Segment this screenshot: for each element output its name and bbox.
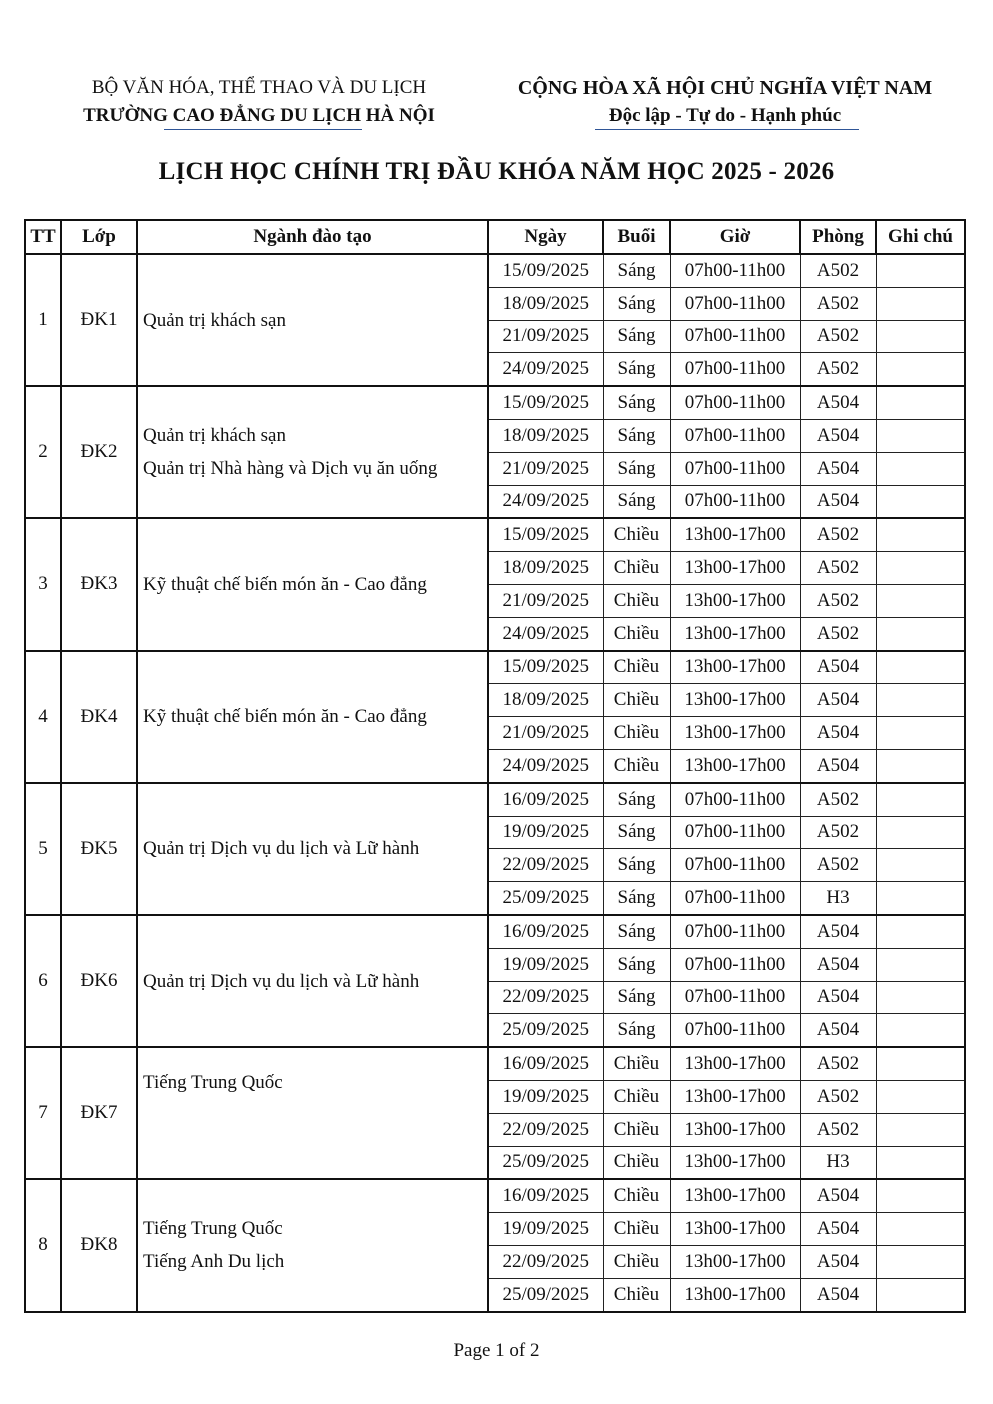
cell-buoi: Chiều: [603, 651, 670, 684]
cell-buoi: Sáng: [603, 353, 670, 386]
cell-ghi-chu: [876, 749, 965, 782]
cell-buoi: Sáng: [603, 882, 670, 915]
cell-ghi-chu: [876, 485, 965, 518]
cell-ghi-chu: [876, 1213, 965, 1246]
cell-phong: A504: [800, 1278, 876, 1311]
cell-buoi: Chiều: [603, 1213, 670, 1246]
cell-phong: A502: [800, 783, 876, 816]
cell-phong: A502: [800, 518, 876, 551]
page-title: LỊCH HỌC CHÍNH TRỊ ĐẦU KHÓA NĂM HỌC 2025 - 2026: [158, 158, 835, 185]
cell-nganh: [137, 254, 488, 386]
cell-lop: ĐK7: [61, 1047, 137, 1179]
cell-ngay: 22/09/2025: [488, 849, 603, 882]
cell-ngay: 15/09/2025: [488, 386, 603, 419]
cell-gio: 07h00-11h00: [670, 816, 800, 849]
cell-ngay: 18/09/2025: [488, 287, 603, 320]
cell-phong: A502: [800, 320, 876, 353]
nganh-line: Tiếng Anh Du lịch: [143, 1251, 285, 1273]
page-number: Page 1 of 2: [453, 1340, 540, 1361]
cell-buoi: Chiều: [603, 552, 670, 585]
cell-gio: 13h00-17h00: [670, 1080, 800, 1113]
cell-ghi-chu: [876, 717, 965, 750]
cell-gio: 13h00-17h00: [670, 1146, 800, 1179]
cell-ghi-chu: [876, 254, 965, 287]
cell-phong: A502: [800, 849, 876, 882]
cell-tt: 7: [25, 1047, 61, 1179]
cell-ghi-chu: [876, 816, 965, 849]
cell-phong: A504: [800, 485, 876, 518]
cell-gio: 07h00-11h00: [670, 287, 800, 320]
cell-ghi-chu: [876, 849, 965, 882]
cell-ghi-chu: [876, 419, 965, 452]
cell-ngay: 15/09/2025: [488, 518, 603, 551]
cell-ngay: 25/09/2025: [488, 1278, 603, 1311]
cell-gio: 07h00-11h00: [670, 783, 800, 816]
table-header-row: [25, 220, 965, 254]
cell-ngay: 18/09/2025: [488, 684, 603, 717]
cell-phong: A502: [800, 552, 876, 585]
cell-gio: 13h00-17h00: [670, 1113, 800, 1146]
cell-ngay: 24/09/2025: [488, 353, 603, 386]
cell-ghi-chu: [876, 1014, 965, 1047]
cell-ngay: 19/09/2025: [488, 816, 603, 849]
cell-phong: A504: [800, 1245, 876, 1278]
cell-phong: A502: [800, 1113, 876, 1146]
cell-ngay: 19/09/2025: [488, 1080, 603, 1113]
table-row: [25, 386, 965, 419]
cell-tt: 4: [25, 651, 61, 783]
cell-ngay: 22/09/2025: [488, 1113, 603, 1146]
cell-lop: ĐK3: [61, 518, 137, 650]
cell-ghi-chu: [876, 386, 965, 419]
cell-ghi-chu: [876, 915, 965, 948]
cell-gio: 07h00-11h00: [670, 849, 800, 882]
cell-ngay: 22/09/2025: [488, 1245, 603, 1278]
cell-tt: 2: [25, 386, 61, 518]
cell-ngay: 25/09/2025: [488, 1146, 603, 1179]
cell-tt: 6: [25, 915, 61, 1047]
cell-buoi: Sáng: [603, 948, 670, 981]
cell-lop: ĐK6: [61, 915, 137, 1047]
cell-ngay: 21/09/2025: [488, 452, 603, 485]
cell-tt: 5: [25, 783, 61, 915]
nganh-line: Quản trị khách sạn: [143, 425, 286, 447]
nganh-line: Tiếng Trung Quốc: [143, 1072, 283, 1094]
table-body: [25, 254, 965, 1312]
cell-ngay: 18/09/2025: [488, 419, 603, 452]
cell-ngay: 19/09/2025: [488, 1213, 603, 1246]
cell-buoi: Chiều: [603, 1278, 670, 1311]
cell-phong: A502: [800, 254, 876, 287]
cell-ghi-chu: [876, 518, 965, 551]
cell-buoi: Sáng: [603, 386, 670, 419]
cell-phong: A502: [800, 816, 876, 849]
cell-phong: A504: [800, 1213, 876, 1246]
cell-buoi: Chiều: [603, 1146, 670, 1179]
cell-ghi-chu: [876, 287, 965, 320]
cell-gio: 07h00-11h00: [670, 353, 800, 386]
col-header-ngay: Ngày: [488, 220, 603, 254]
cell-buoi: Sáng: [603, 320, 670, 353]
cell-ngay: 16/09/2025: [488, 1047, 603, 1080]
table-row: [25, 1047, 965, 1080]
cell-buoi: Chiều: [603, 1179, 670, 1212]
cell-ghi-chu: [876, 783, 965, 816]
cell-ghi-chu: [876, 1080, 965, 1113]
cell-phong: A504: [800, 981, 876, 1014]
national-motto-underline: [595, 129, 859, 130]
cell-gio: 07h00-11h00: [670, 320, 800, 353]
cell-nganh: [137, 518, 488, 650]
cell-ngay: 16/09/2025: [488, 915, 603, 948]
ministry-name: BỘ VĂN HÓA, THỂ THAO VÀ DU LỊCH: [91, 77, 427, 98]
cell-buoi: Sáng: [603, 816, 670, 849]
cell-phong: A502: [800, 1047, 876, 1080]
cell-buoi: Chiều: [603, 518, 670, 551]
cell-buoi: Sáng: [603, 981, 670, 1014]
cell-nganh: [137, 386, 488, 518]
cell-buoi: Chiều: [603, 1047, 670, 1080]
col-header-nganh: Ngành đào tạo: [137, 220, 488, 254]
cell-ngay: 25/09/2025: [488, 1014, 603, 1047]
cell-gio: 13h00-17h00: [670, 749, 800, 782]
cell-buoi: Sáng: [603, 485, 670, 518]
col-header-gio: Giờ: [670, 220, 800, 254]
cell-buoi: Sáng: [603, 915, 670, 948]
cell-ghi-chu: [876, 651, 965, 684]
nganh-line: Kỹ thuật chế biến món ăn - Cao đẳng: [143, 573, 427, 595]
cell-phong: A504: [800, 452, 876, 485]
cell-phong: A504: [800, 1179, 876, 1212]
cell-ngay: 21/09/2025: [488, 717, 603, 750]
col-header-buoi: Buổi: [603, 220, 670, 254]
cell-gio: 07h00-11h00: [670, 419, 800, 452]
cell-buoi: Chiều: [603, 749, 670, 782]
schedule-table: [24, 219, 966, 1313]
cell-gio: 07h00-11h00: [670, 485, 800, 518]
cell-phong: A502: [800, 287, 876, 320]
cell-ngay: 22/09/2025: [488, 981, 603, 1014]
cell-buoi: Sáng: [603, 419, 670, 452]
col-header-phong: Phòng: [800, 220, 876, 254]
cell-ghi-chu: [876, 1245, 965, 1278]
cell-buoi: Sáng: [603, 1014, 670, 1047]
cell-phong: A502: [800, 353, 876, 386]
cell-buoi: Sáng: [603, 254, 670, 287]
cell-gio: 07h00-11h00: [670, 882, 800, 915]
cell-nganh: [137, 783, 488, 915]
cell-gio: 13h00-17h00: [670, 552, 800, 585]
table-row: [25, 783, 965, 816]
cell-lop: ĐK5: [61, 783, 137, 915]
cell-phong: A504: [800, 419, 876, 452]
table-row: [25, 915, 965, 948]
cell-ghi-chu: [876, 882, 965, 915]
cell-phong: A502: [800, 1080, 876, 1113]
cell-gio: 07h00-11h00: [670, 386, 800, 419]
cell-ghi-chu: [876, 948, 965, 981]
cell-buoi: Sáng: [603, 452, 670, 485]
cell-buoi: Chiều: [603, 617, 670, 650]
cell-ngay: 21/09/2025: [488, 320, 603, 353]
cell-ngay: 18/09/2025: [488, 552, 603, 585]
cell-ghi-chu: [876, 981, 965, 1014]
cell-ghi-chu: [876, 320, 965, 353]
cell-phong: A504: [800, 749, 876, 782]
cell-gio: 13h00-17h00: [670, 1047, 800, 1080]
nganh-line: Quản trị Dịch vụ du lịch và Lữ hành: [143, 970, 420, 992]
cell-phong: H3: [800, 1146, 876, 1179]
col-header-lop: Lớp: [61, 220, 137, 254]
cell-gio: 07h00-11h00: [670, 452, 800, 485]
cell-ngay: 21/09/2025: [488, 584, 603, 617]
cell-tt: 8: [25, 1179, 61, 1311]
cell-phong: A504: [800, 948, 876, 981]
cell-ghi-chu: [876, 353, 965, 386]
cell-tt: 3: [25, 518, 61, 650]
cell-gio: 13h00-17h00: [670, 1179, 800, 1212]
cell-lop: ĐK4: [61, 651, 137, 783]
cell-gio: 13h00-17h00: [670, 518, 800, 551]
cell-gio: 13h00-17h00: [670, 1213, 800, 1246]
cell-ngay: 15/09/2025: [488, 651, 603, 684]
table-row: [25, 518, 965, 551]
cell-phong: A504: [800, 386, 876, 419]
cell-lop: ĐK1: [61, 254, 137, 386]
cell-gio: 13h00-17h00: [670, 584, 800, 617]
cell-nganh: [137, 915, 488, 1047]
cell-buoi: Chiều: [603, 684, 670, 717]
cell-ghi-chu: [876, 452, 965, 485]
cell-ngay: 16/09/2025: [488, 1179, 603, 1212]
cell-buoi: Chiều: [603, 1113, 670, 1146]
cell-buoi: Sáng: [603, 849, 670, 882]
nganh-line: Quản trị Dịch vụ du lịch và Lữ hành: [143, 838, 420, 860]
cell-ghi-chu: [876, 684, 965, 717]
cell-gio: 07h00-11h00: [670, 254, 800, 287]
cell-phong: A504: [800, 684, 876, 717]
cell-gio: 13h00-17h00: [670, 617, 800, 650]
cell-nganh: [137, 1179, 488, 1311]
cell-ghi-chu: [876, 1146, 965, 1179]
cell-tt: 1: [25, 254, 61, 386]
cell-gio: 07h00-11h00: [670, 981, 800, 1014]
cell-ghi-chu: [876, 617, 965, 650]
cell-gio: 13h00-17h00: [670, 651, 800, 684]
col-header-ghi-chu: Ghi chú: [876, 220, 965, 254]
nganh-line: Quản trị Nhà hàng và Dịch vụ ăn uống: [143, 458, 438, 480]
cell-buoi: Chiều: [603, 584, 670, 617]
school-name-underline: [164, 129, 362, 130]
nganh-line: Quản trị khách sạn: [143, 309, 286, 331]
cell-gio: 13h00-17h00: [670, 1245, 800, 1278]
cell-buoi: Chiều: [603, 1245, 670, 1278]
cell-phong: H3: [800, 882, 876, 915]
school-name: TRƯỜNG CAO ĐẲNG DU LỊCH HÀ NỘI: [83, 105, 435, 126]
cell-ghi-chu: [876, 552, 965, 585]
cell-ngay: 24/09/2025: [488, 749, 603, 782]
cell-gio: 13h00-17h00: [670, 684, 800, 717]
national-header: [480, 74, 970, 130]
national-title: CỘNG HÒA XÃ HỘI CHỦ NGHĨA VIỆT NAM: [517, 77, 933, 99]
cell-ngay: 16/09/2025: [488, 783, 603, 816]
cell-phong: A502: [800, 617, 876, 650]
nganh-line: Tiếng Trung Quốc: [143, 1218, 283, 1240]
cell-ghi-chu: [876, 1113, 965, 1146]
cell-ghi-chu: [876, 584, 965, 617]
cell-ghi-chu: [876, 1047, 965, 1080]
cell-gio: 13h00-17h00: [670, 1278, 800, 1311]
cell-ghi-chu: [876, 1278, 965, 1311]
ministry-header: [44, 74, 474, 130]
cell-ngay: 25/09/2025: [488, 882, 603, 915]
nganh-line: Kỹ thuật chế biến món ăn - Cao đẳng: [143, 706, 427, 728]
cell-gio: 07h00-11h00: [670, 948, 800, 981]
cell-ngay: 19/09/2025: [488, 948, 603, 981]
cell-buoi: Sáng: [603, 783, 670, 816]
col-header-tt: TT: [25, 220, 61, 254]
cell-lop: ĐK8: [61, 1179, 137, 1311]
cell-ngay: 24/09/2025: [488, 617, 603, 650]
cell-lop: ĐK2: [61, 386, 137, 518]
cell-nganh: [137, 1047, 488, 1179]
cell-ngay: 15/09/2025: [488, 254, 603, 287]
cell-phong: A504: [800, 1014, 876, 1047]
cell-gio: 13h00-17h00: [670, 717, 800, 750]
cell-buoi: Chiều: [603, 1080, 670, 1113]
cell-nganh: [137, 651, 488, 783]
cell-phong: A502: [800, 584, 876, 617]
cell-gio: 07h00-11h00: [670, 1014, 800, 1047]
table-row: [25, 254, 965, 287]
cell-buoi: Sáng: [603, 287, 670, 320]
table-row: [25, 651, 965, 684]
national-motto: Độc lập - Tự do - Hạnh phúc: [608, 105, 842, 126]
cell-phong: A504: [800, 651, 876, 684]
cell-buoi: Chiều: [603, 717, 670, 750]
cell-gio: 07h00-11h00: [670, 915, 800, 948]
cell-ghi-chu: [876, 1179, 965, 1212]
cell-phong: A504: [800, 717, 876, 750]
cell-phong: A504: [800, 915, 876, 948]
cell-ngay: 24/09/2025: [488, 485, 603, 518]
table-row: [25, 1179, 965, 1212]
